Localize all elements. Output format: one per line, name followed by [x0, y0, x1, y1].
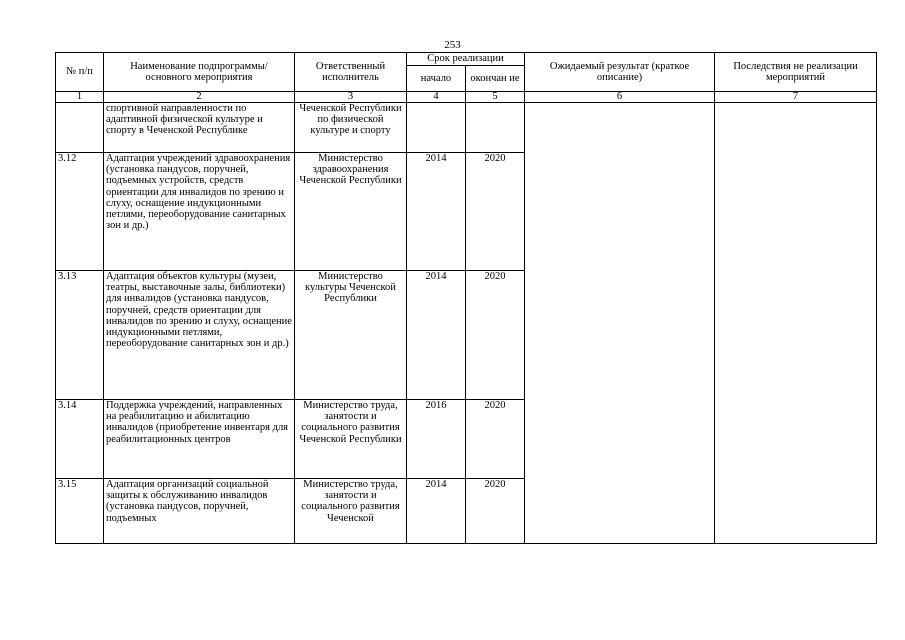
col-number: 7	[715, 92, 877, 103]
header-start: начало	[407, 66, 466, 92]
result-cell	[525, 103, 715, 544]
header-name: Наименование подпрограммы/ основного мероприятия	[104, 53, 295, 92]
row-end: 2020	[466, 271, 525, 400]
page-number: 253	[444, 39, 461, 51]
row-num: 3.13	[56, 271, 104, 400]
program-table	[55, 52, 877, 544]
row-responsible: Министерство труда, занятости и социального развития Чеченской	[295, 479, 407, 544]
row-num: 3.15	[56, 479, 104, 544]
consequences-cell	[715, 103, 877, 544]
col-number: 5	[466, 92, 525, 103]
header-period: Срок реализации	[407, 53, 525, 66]
row-end: 2020	[466, 479, 525, 544]
row-end: 2020	[466, 400, 525, 479]
col-number: 4	[407, 92, 466, 103]
row-name: спортивной направленности по адаптивной физической культуре и спорту в Чеченской Республике	[104, 103, 295, 153]
header-responsible: Ответственный исполнитель	[295, 53, 407, 92]
row-name: Адаптация объектов культуры (музеи, театры, выставочные залы, библиотеки) для инвалидов (установка пандусов, поручней, средств ориентации для инвалидов по зрению и слуху, оснащение индукционными петлями, переоборудование санитарных зон и др.)	[104, 271, 295, 400]
row-start: 2014	[407, 479, 466, 544]
row-responsible: Министерство культуры Чеченской Республики	[295, 271, 407, 400]
header-consequences: Последствия не реализации мероприятий	[715, 53, 877, 92]
col-number: 3	[295, 92, 407, 103]
row-end: 2020	[466, 153, 525, 271]
col-number: 2	[104, 92, 295, 103]
row-num: 3.12	[56, 153, 104, 271]
column-number-row	[56, 92, 877, 103]
header-num: № п/п	[56, 53, 104, 92]
header-result: Ожидаемый результат (краткое описание)	[525, 53, 715, 92]
row-start: 2016	[407, 400, 466, 479]
row-end	[466, 103, 525, 153]
row-name: Адаптация организаций социальной защиты к обслуживанию инвалидов (установка пандусов, поручней, подъемных	[104, 479, 295, 544]
table-row	[56, 103, 877, 153]
row-num	[56, 103, 104, 153]
row-start: 2014	[407, 153, 466, 271]
row-name: Адаптация учреждений здравоохранения (установка пандусов, поручней, подъемных устройств, средств ориентации для инвалидов по зрению и слуху, оснащение индукционными петлями, переоборудование санитарных зон и др.)	[104, 153, 295, 271]
col-number: 1	[56, 92, 104, 103]
col-number: 6	[525, 92, 715, 103]
row-responsible: Чеченской Республики по физической культуре и спорту	[295, 103, 407, 153]
row-name: Поддержка учреждений, направленных на реабилитацию и абилитацию инвалидов (приобретение инвентаря для реабилитационных центров	[104, 400, 295, 479]
header-row-1	[56, 53, 877, 66]
row-responsible: Министерство труда, занятости и социального развития Чеченской Республики	[295, 400, 407, 479]
header-end: окончан ие	[466, 66, 525, 92]
row-responsible: Министерство здравоохранения Чеченской Республики	[295, 153, 407, 271]
row-start: 2014	[407, 271, 466, 400]
row-start	[407, 103, 466, 153]
row-num: 3.14	[56, 400, 104, 479]
